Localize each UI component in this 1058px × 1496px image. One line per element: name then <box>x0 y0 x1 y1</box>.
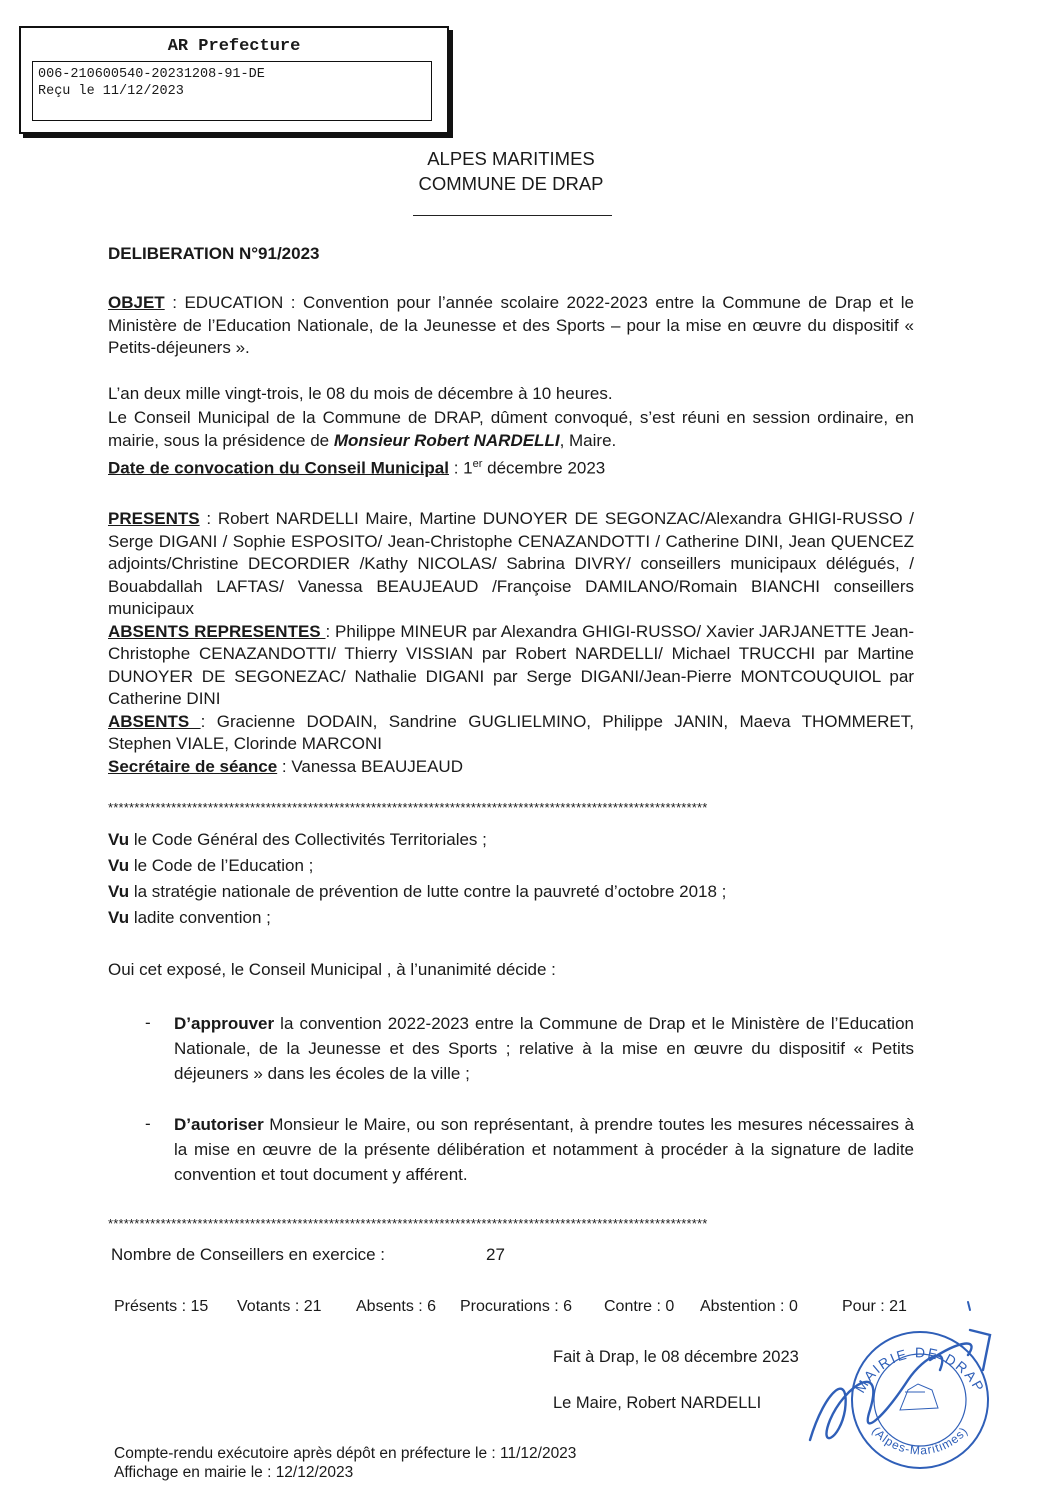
prefecture-stamp <box>19 26 449 134</box>
conseillers-value: 27 <box>486 1245 505 1264</box>
executory-date: Compte-rendu exécutoire après dépôt en préfecture le : 11/12/2023 <box>114 1445 577 1462</box>
vu-list <box>108 827 914 931</box>
convocation-pre: : 1 <box>449 458 473 478</box>
convocation-label: Date de convocation du Conseil Municipal <box>108 458 449 478</box>
absents-label: ABSENTS <box>108 711 201 731</box>
vote-absents: Absents : 6 <box>356 1298 437 1315</box>
vote-abstention: Abstention : 0 <box>700 1298 798 1315</box>
header <box>380 146 642 196</box>
represented-label: ABSENTS REPRESENTES <box>108 621 326 641</box>
department: ALPES MARITIMES <box>427 148 595 169</box>
presents-text: : Robert NARDELLI Maire, Martine DUNOYER DE SEGONZAC/Alexandra GHIGI-RUSSO / Serge DIGANI / Sophie ESPOSITO/ Jean-Christophe CENAZANDOTTI / Catherine DINI, Jean QUENCEZ adjoints/Christine DECORDIER /Kathy NICOLAS/ Sabrina DIVRY/ conseillers municipaux délégués, / Bouabdallah LAFTAS/ Vanessa BEAUJEAUD /Françoise DAMILANO/Romain BIANCHI conseillers municipaux <box>108 509 914 618</box>
represented-text: : Philippe MINEUR par Alexandra GHIGI-RUSSO/ Xavier JARJANETTE Jean-Christophe CENAZANDOTTI/ Thierry VISSIAN par Robert NARDELLI/ Michael TRUCCHI par Martine DUNOYER DE SEGONEZAC/ Nathalie DIGANI par Serge DIGANI/Jean-Pierre MONTCOUQUIOL par Catherine DINI <box>108 621 914 708</box>
svg-text:(Alpes-Maritimes): (Alpes-Maritimes) <box>869 1423 971 1458</box>
commune: COMMUNE DE DRAP <box>418 173 604 194</box>
decision-text: D’autoriser Monsieur le Maire, ou son représentant, à prendre toutes les mesures nécessaires à la mise en œuvre de la présente délibération et notamment à procéder à la signature de ladite convention et tout document y afférent. <box>174 1115 914 1184</box>
secretary-paragraph <box>108 756 914 779</box>
objet-category: : EDUCATION : <box>164 293 304 312</box>
decision-item <box>0 1112 1058 1192</box>
presents-paragraph <box>108 508 914 621</box>
absents-text: : Gracienne DODAIN, Sandrine GUGLIELMINO, Philippe JANIN, Maeva THOMMERET, Stephen VIALE, Clorinde MARCONI <box>108 711 914 753</box>
vote-pour: Pour : 21 <box>842 1298 907 1315</box>
decision-intro: Oui cet exposé, le Conseil Municipal , à l’unanimité décide : <box>108 960 556 979</box>
absents-paragraph <box>108 711 914 756</box>
mayor-seal-and-signature <box>790 1300 1020 1490</box>
svg-text:MAIRIE DE DRAP: MAIRIE DE DRAP <box>851 1344 989 1396</box>
attendance-block <box>108 508 914 778</box>
session-line1: L’an deux mille vingt-trois, le 08 du mois de décembre à 10 heures. <box>108 384 613 403</box>
objet-text: Convention pour l’année scolaire 2022-2023 entre la Commune de Drap et le Ministère de l’Education Nationale, de la Jeunesse et des Sports – pour la mise en œuvre du dispositif « Petits-déjeuners ». <box>108 293 914 357</box>
vote-procurations: Procurations : 6 <box>460 1298 573 1315</box>
vote-votants: Votants : 21 <box>237 1298 322 1315</box>
vu-item: Vu la stratégie nationale de prévention de lutte contre la pauvreté d’octobre 2018 ; <box>108 882 727 901</box>
president-name: Monsieur Robert NARDELLI <box>333 431 560 450</box>
separator-top: ****************************************************************************************************************** <box>108 800 708 815</box>
separator-bottom: ****************************************************************************************************************** <box>108 1216 708 1231</box>
mayor-name: Le Maire, Robert NARDELLI <box>553 1394 762 1412</box>
header-rule <box>413 215 612 216</box>
represented-paragraph <box>108 621 914 711</box>
place-date: Fait à Drap, le 08 décembre 2023 <box>553 1348 799 1366</box>
bullet-dash: - <box>145 1114 151 1133</box>
decision-text: D’approuver la convention 2022-2023 entre la Commune de Drap et le Ministère de l’Education Nationale, de la Jeunesse et des Sports ; relative à la mise en œuvre du dispositif « Petits déjeuners » dans les écoles de la ville ; <box>174 1014 914 1083</box>
vu-item: Vu le Code de l’Education ; <box>108 856 314 875</box>
secretary-label: Secrétaire de séance <box>108 756 278 776</box>
vu-item: Vu le Code Général des Collectivités Territoriales ; <box>108 830 487 849</box>
official-seal-icon <box>790 1300 1020 1490</box>
convocation-sup: er <box>472 457 483 470</box>
vote-contre: Contre : 0 <box>604 1298 675 1315</box>
bullet-dash: - <box>145 1013 151 1032</box>
stamp-inner-box <box>32 61 432 121</box>
decision-item <box>0 1011 1058 1091</box>
stamp-received: Reçu le 11/12/2023 <box>38 84 184 99</box>
presents-label: PRESENTS <box>108 509 200 528</box>
stamp-reference: 006-210600540-20231208-91-DE <box>38 67 265 82</box>
conseillers-label: Nombre de Conseillers en exercice : <box>111 1245 386 1264</box>
session-paragraph <box>108 382 914 480</box>
objet-paragraph <box>108 292 914 360</box>
session-line2-end: , Maire. <box>559 431 617 450</box>
secretary-text: : Vanessa BEAUJEAUD <box>277 756 463 776</box>
vu-item: Vu ladite convention ; <box>108 908 271 927</box>
objet-label: OBJET <box>108 293 165 312</box>
vote-presents: Présents : 15 <box>114 1298 209 1315</box>
posting-date: Affichage en mairie le : 12/12/2023 <box>114 1464 354 1481</box>
deliberation-number: DELIBERATION N°91/2023 <box>108 244 320 263</box>
convocation-post: décembre 2023 <box>482 458 606 478</box>
session-line2: Le Conseil Municipal de la Commune de DRAP, dûment convoqué, s’est réuni en session ordinaire, en mairie, sous la présidence de <box>108 407 914 450</box>
stamp-title: AR Prefecture <box>167 37 301 56</box>
footer <box>114 1444 576 1482</box>
